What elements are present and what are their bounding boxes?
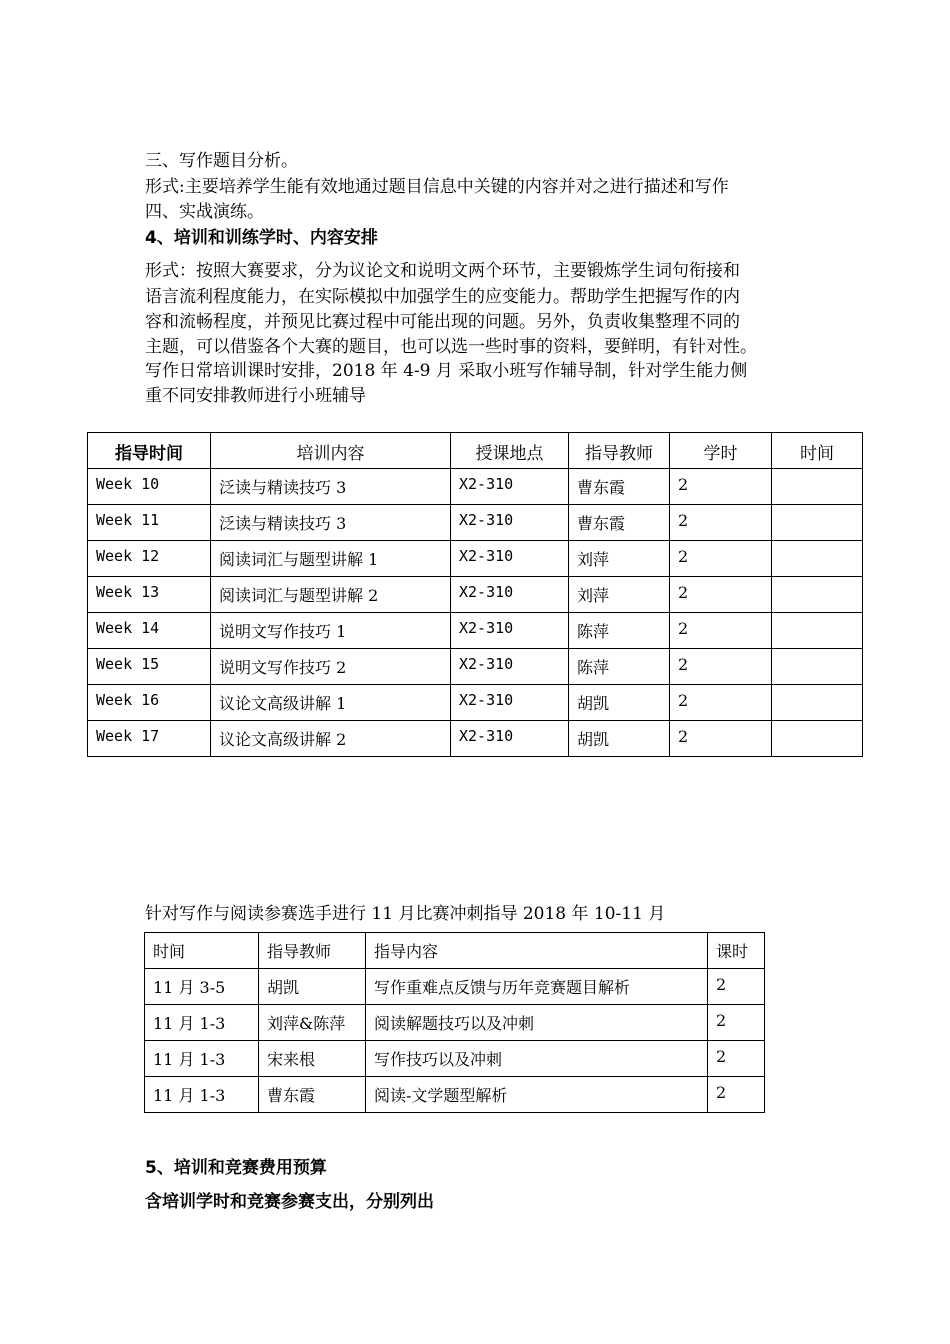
sprint-caption: 针对写作与阅读参赛选手进行 11 月比赛冲刺指导 2018 年 10-11 月	[145, 904, 666, 924]
table-cell: X2-310	[451, 649, 569, 685]
header-cell: 时间	[145, 933, 259, 969]
table-cell: X2-310	[451, 613, 569, 649]
table-cell: X2-310	[451, 721, 569, 757]
table-cell: X2-310	[451, 469, 569, 505]
table-row	[88, 541, 863, 577]
table-header-row	[145, 933, 765, 969]
table-row	[88, 469, 863, 505]
paragraph-line: 主题，可以借鉴各个大赛的题目，也可以选一些时事的资料，要鲜明，有针对性。	[145, 337, 757, 357]
section4-heading: 4、培训和训练学时、内容安排	[145, 228, 378, 248]
table-row	[88, 721, 863, 757]
table-cell: 2	[708, 969, 765, 1005]
header-cell: 时间	[772, 433, 863, 469]
table-cell: X2-310	[451, 685, 569, 721]
table-cell: 胡凯	[259, 969, 366, 1005]
table-cell: 11 月 3-5	[145, 969, 259, 1005]
table-cell: 议论文高级讲解 1	[211, 685, 451, 721]
header-cell: 课时	[708, 933, 765, 969]
table-cell: 泛读与精读技巧 3	[211, 505, 451, 541]
section5-heading: 5、培训和竞赛费用预算	[145, 1158, 327, 1178]
table-cell: 说明文写作技巧 2	[211, 649, 451, 685]
table-cell: 2	[708, 1005, 765, 1041]
header-cell: 学时	[670, 433, 772, 469]
table-row	[145, 969, 765, 1005]
table-cell: 11 月 1-3	[145, 1041, 259, 1077]
table-cell: 2	[670, 577, 772, 613]
table-cell: 曹东霞	[569, 469, 670, 505]
paragraph-line: 容和流畅程度，并预见比赛过程中可能出现的问题。另外，负责收集整理不同的	[145, 312, 740, 332]
table-cell	[772, 469, 863, 505]
table-cell: 写作技巧以及冲刺	[366, 1041, 708, 1077]
header-cell: 指导时间	[88, 433, 211, 469]
table-cell: 宋来根	[259, 1041, 366, 1077]
table-cell	[772, 613, 863, 649]
intro-line: 三、写作题目分析。	[145, 151, 298, 171]
table-row	[145, 1077, 765, 1113]
table-cell: Week 13	[88, 577, 211, 613]
table-cell: 议论文高级讲解 2	[211, 721, 451, 757]
table-row	[88, 685, 863, 721]
table-row	[88, 577, 863, 613]
table-cell: 泛读与精读技巧 3	[211, 469, 451, 505]
paragraph-line: 重不同安排教师进行小班辅导	[145, 386, 366, 406]
sprint-table	[144, 932, 765, 1113]
header-cell: 指导内容	[366, 933, 708, 969]
table-cell: Week 14	[88, 613, 211, 649]
table-row	[145, 1041, 765, 1077]
table-cell: 陈萍	[569, 649, 670, 685]
table-cell	[772, 541, 863, 577]
table-cell: 陈萍	[569, 613, 670, 649]
schedule-table	[87, 432, 863, 757]
intro-line: 四、实战演练。	[145, 202, 264, 222]
table-cell: 曹东霞	[259, 1077, 366, 1113]
table-cell: 刘萍	[569, 541, 670, 577]
table-cell: X2-310	[451, 505, 569, 541]
table-cell: 写作重难点反馈与历年竞赛题目解析	[366, 969, 708, 1005]
section5-subheading: 含培训学时和竞赛参赛支出，分别列出	[145, 1192, 434, 1212]
table-cell: 2	[670, 685, 772, 721]
table-cell: 胡凯	[569, 685, 670, 721]
intro-line: 形式:主要培养学生能有效地通过题目信息中关键的内容并对之进行描述和写作	[145, 177, 729, 197]
table-cell	[772, 721, 863, 757]
table-row	[145, 1005, 765, 1041]
table-cell	[772, 505, 863, 541]
table-cell: 2	[670, 469, 772, 505]
table-cell: 阅读解题技巧以及冲刺	[366, 1005, 708, 1041]
table-cell: X2-310	[451, 577, 569, 613]
table-cell: 说明文写作技巧 1	[211, 613, 451, 649]
table-cell	[772, 685, 863, 721]
table-row	[88, 505, 863, 541]
table-cell: Week 10	[88, 469, 211, 505]
table-cell: 刘萍&陈萍	[259, 1005, 366, 1041]
table-cell: 阅读-文学题型解析	[366, 1077, 708, 1113]
header-cell: 指导教师	[259, 933, 366, 969]
table-cell: Week 15	[88, 649, 211, 685]
table-cell: 2	[670, 649, 772, 685]
header-cell: 培训内容	[211, 433, 451, 469]
table-header-row	[88, 433, 863, 469]
table-cell: 2	[708, 1041, 765, 1077]
paragraph-line: 语言流利程度能力，在实际模拟中加强学生的应变能力。帮助学生把握写作的内	[145, 287, 740, 307]
table-cell: 2	[708, 1077, 765, 1113]
table-cell: 2	[670, 613, 772, 649]
table-cell: Week 11	[88, 505, 211, 541]
table-cell: Week 17	[88, 721, 211, 757]
header-cell: 授课地点	[451, 433, 569, 469]
table-cell: 11 月 1-3	[145, 1005, 259, 1041]
paragraph-line: 写作日常培训课时安排，2018 年 4-9 月 采取小班写作辅导制，针对学生能力侧	[145, 361, 748, 381]
table-cell: Week 16	[88, 685, 211, 721]
table-cell: Week 12	[88, 541, 211, 577]
table-cell: 11 月 1-3	[145, 1077, 259, 1113]
table-cell: 曹东霞	[569, 505, 670, 541]
paragraph-line: 形式：按照大赛要求，分为议论文和说明文两个环节，主要锻炼学生词句衔接和	[145, 261, 740, 281]
table-cell: 2	[670, 505, 772, 541]
table-row	[88, 649, 863, 685]
table-cell: 2	[670, 721, 772, 757]
table-row	[88, 613, 863, 649]
table-cell	[772, 649, 863, 685]
header-cell: 指导教师	[569, 433, 670, 469]
table-cell: 阅读词汇与题型讲解 1	[211, 541, 451, 577]
table-cell: 阅读词汇与题型讲解 2	[211, 577, 451, 613]
table-cell	[772, 577, 863, 613]
table-cell: 2	[670, 541, 772, 577]
table-cell: 胡凯	[569, 721, 670, 757]
table-cell: X2-310	[451, 541, 569, 577]
table-cell: 刘萍	[569, 577, 670, 613]
